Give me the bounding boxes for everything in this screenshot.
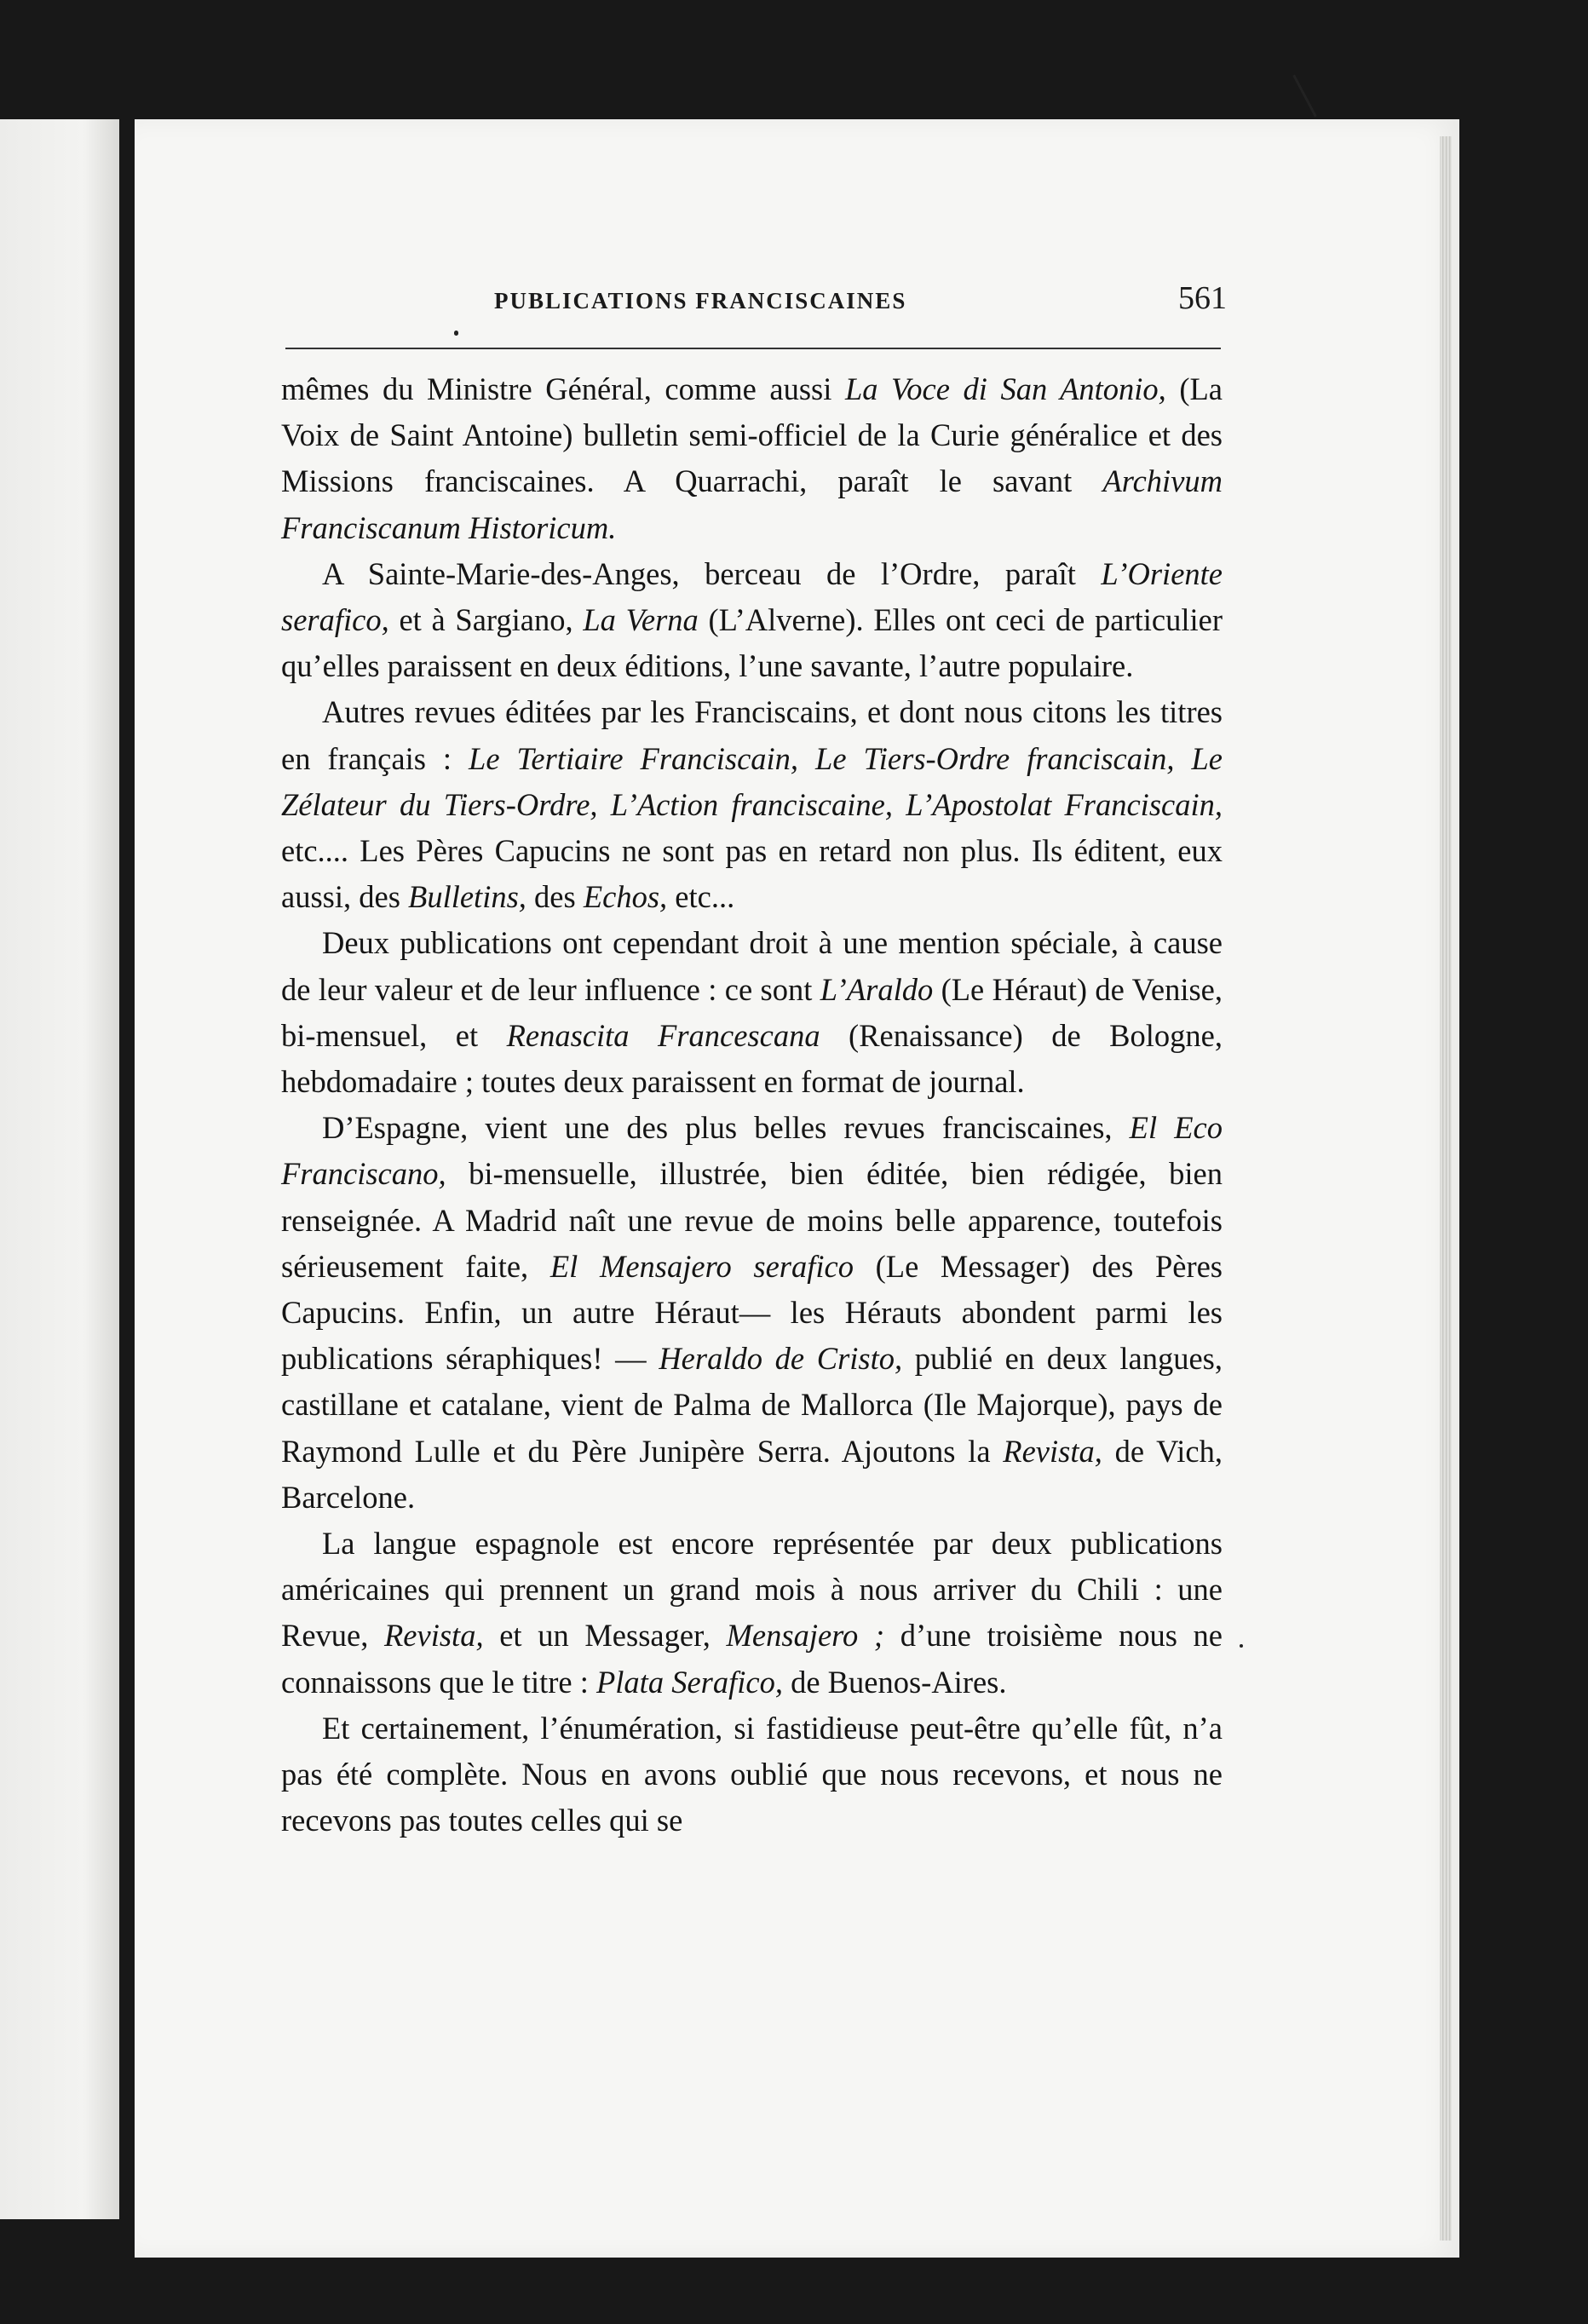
text-run: (Renaissance) de Bologne, hebdomadaire ; toutes deux paraissent en format de journal. <box>281 1017 1223 1100</box>
page-stack-edge <box>1440 136 1452 2241</box>
italic-title: La Verna <box>583 602 699 638</box>
paragraph <box>281 1521 1223 1706</box>
italic-title: L’Oriente serafico, <box>281 555 1223 638</box>
italic-title: L’Araldo <box>820 971 934 1007</box>
italic-title: Renascita Francescana <box>506 1017 820 1053</box>
scan-mark <box>1292 75 1316 118</box>
text-run: et un Messager, <box>483 1618 727 1654</box>
text-run: mêmes du Ministre Général, comme aussi <box>281 371 845 406</box>
text-run: des <box>526 879 584 915</box>
paragraph <box>281 920 1223 1105</box>
text-run: de Vich, Barcelone. <box>281 1433 1223 1515</box>
italic-title: Bulletins, <box>408 879 526 915</box>
italic-title: Mensajero ; <box>726 1618 885 1654</box>
scan-mark <box>1240 1644 1243 1648</box>
paragraph <box>281 366 1223 551</box>
text-run: bi-mensuelle, illustrée, bien éditée, bien rédigée, bien renseignée. A Madrid naît une revue de moins belle apparence, toutefois sérieusement faite, <box>281 1156 1223 1284</box>
text-run: Et certainement, l’énumération, si fastidieuse peut-être qu’elle fût, n’a pas été complète. Nous en avons oublié que nous recevons, et nous ne recevons pas toutes celles qui se <box>281 1710 1223 1838</box>
facing-page-edge <box>0 119 119 2219</box>
text-run: (Le Héraut) de Venise, bi-mensuel, et <box>281 971 1223 1053</box>
italic-title: Heraldo de Cristo, <box>659 1341 903 1377</box>
text-run: La langue espagnole est encore représentée par deux publications américaines qui prennent un grand mois à nous arriver du Chili : une Revue, <box>281 1526 1223 1654</box>
text-run: etc.... Les Pères Capucins ne sont pas en retard non plus. Ils éditent, eux aussi, des <box>281 833 1223 915</box>
text-run: (L’Alverne). Elles ont ceci de particulier qu’elles paraissent en deux éditions, l’une savante, l’autre populaire. <box>281 602 1223 684</box>
body-text <box>281 366 1223 1844</box>
text-run: A Sainte-Marie-des-Anges, berceau de l’Ordre, paraît <box>322 555 1102 591</box>
italic-title: El Mensajero serafico <box>549 1248 854 1284</box>
italic-title: Plata Serafico, <box>596 1664 783 1700</box>
italic-title: Echos, <box>583 879 668 915</box>
paragraph <box>281 689 1223 920</box>
italic-title: Revista, <box>1003 1433 1102 1469</box>
paragraph <box>281 551 1223 690</box>
text-run: d’une troisième nous ne connaissons que le titre : <box>281 1618 1223 1700</box>
running-head <box>281 279 1227 331</box>
text-run: et à Sargiano, <box>388 602 584 638</box>
text-run: de Buenos-Aires. <box>782 1664 1007 1700</box>
paragraph <box>281 1105 1223 1521</box>
text-run: D’Espagne, vient une des plus belles revues franciscaines, <box>322 1110 1130 1146</box>
text-run: publié en deux langues, castillane et catalane, vient de Palma de Mallorca (Ile Majorque), pays de Raymond Lulle et du Père Junipère Serra. Ajoutons la <box>281 1341 1223 1469</box>
italic-title: Le Tertiaire Franciscain, Le Tiers-Ordre franciscain, Le Zélateur du Tiers-Ordre, L’Action franciscaine, L’Apostolat Franciscain, <box>281 740 1223 822</box>
italic-title: El Eco Franciscano, <box>281 1110 1223 1192</box>
italic-title: La Voce di San Antonio, <box>844 371 1166 406</box>
scan-mark <box>454 331 458 336</box>
header-rule <box>285 348 1221 349</box>
text-run: etc... <box>667 879 735 915</box>
paragraph <box>281 1706 1223 1844</box>
italic-title: Archivum Franciscanum Historicum. <box>281 463 1223 545</box>
text-run: (Le Messager) des Pères Capucins. Enfin, un autre Héraut— les Hérauts abondent parmi les publications séraphiques! — <box>281 1248 1223 1377</box>
text-run: (La Voix de Saint Antoine) bulletin semi-officiel de la Curie généralice et des Missions franciscaines. A Quarrachi, paraît le savant <box>281 371 1223 499</box>
page-number: 561 <box>1178 280 1227 316</box>
running-title: PUBLICATIONS FRANCISCAINES <box>494 288 907 314</box>
italic-title: Revista, <box>384 1618 484 1654</box>
text-run: Autres revues éditées par les Franciscains, et dont nous citons les titres en français : <box>281 694 1223 776</box>
text-run: Deux publications ont cependant droit à une mention spéciale, à cause de leur valeur et de leur influence : ce sont <box>281 925 1223 1007</box>
